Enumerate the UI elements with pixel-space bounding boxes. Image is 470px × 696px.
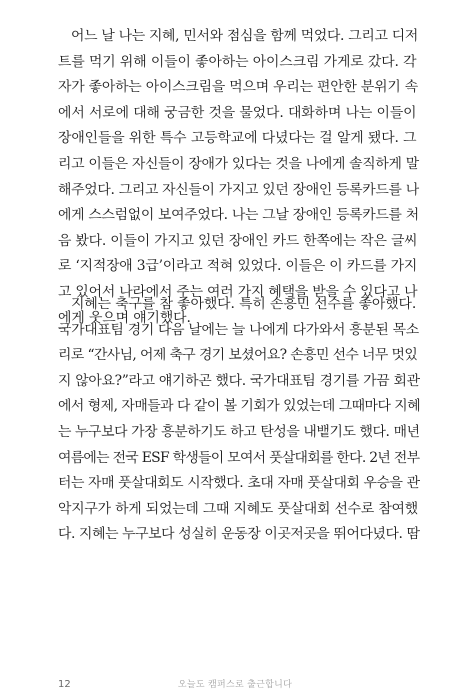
text-line: 는 누구보다 가장 흥분하기도 하고 탄성을 내뱉기도 했다. 매년 [58, 423, 420, 440]
text-line: 장애인들을 위한 특수 고등학교에 다녔다는 걸 알게 됐다. 그 [58, 130, 417, 147]
text-line: 해주었다. 그리고 자신들이 가지고 있던 장애인 등록카드를 나 [58, 181, 419, 198]
text-line: 에게 스스럼없이 보여주었다. 나는 그날 장애인 등록카드를 처 [58, 207, 419, 224]
text-line: 어느 날 나는 지혜, 민서와 점심을 함께 먹었다. 그리고 디저 [71, 28, 418, 44]
text-line: 음 봤다. 이들이 가지고 있던 장애인 카드 한쪽에는 작은 글씨 [58, 232, 418, 249]
text-line: 로 ‘지적장애 3급’이라고 적혀 있었다. 이들은 이 카드를 가지 [58, 258, 418, 275]
paragraph-1 [58, 24, 420, 331]
text-line: 여름에는 전국 ESF 학생들이 모여서 풋살대회를 한다. 2년 전부 [58, 449, 420, 466]
text-line: 리로 “간사님, 어제 축구 경기 보셨어요? 손흥민 선수 너무 멋있 [58, 347, 418, 364]
text-line: 악지구가 하게 되었는데 그때 지혜도 풋살대회 선수로 참여했 [58, 500, 418, 517]
text-line: 트를 먹기 위해 이들이 좋아하는 아이스크림 가게로 갔다. 각 [58, 53, 417, 70]
text-line: 다. 지혜는 누구보다 성실히 운동장 이곳저곳을 뛰어다녔다. 땀 [58, 526, 420, 543]
text-line: 에서 서로에 대해 궁금한 것을 물었다. 대화하며 나는 이들이 [58, 104, 417, 121]
text-line: 지 않아요?”라고 얘기하곤 했다. 국가대표팀 경기를 가끔 회관 [58, 372, 420, 389]
text-line: 리고 이들은 자신들이 장애가 있다는 것을 나에게 솔직하게 말 [58, 155, 419, 172]
running-title: 오늘도 캠퍼스로 출근합니다 [177, 680, 293, 690]
text-line: 터는 자매 풋살대회도 시작했다. 초대 자매 풋살대회 우승을 관 [58, 475, 420, 492]
page-footer [0, 678, 470, 692]
text-line: 고 있어서 나라에서 주는 여러 가지 혜택을 받을 수 있다고 나 [58, 283, 418, 300]
text-line: 국가대표팀 경기 다음 날에는 늘 나에게 다가와서 흥분된 목소 [58, 321, 419, 338]
text-line: 자가 좋아하는 아이스크림을 먹으며 우리는 편안한 분위기 속 [58, 79, 418, 96]
paragraph-2 [58, 292, 420, 548]
page-number: 12 [58, 679, 71, 690]
text-line: 에서 형제, 자매들과 다 같이 볼 기회가 있었는데 그때마다 지혜 [58, 398, 421, 415]
text-line: 에게 웃으며 얘기했다. [58, 309, 191, 326]
text-line: 지혜는 축구를 참 좋아했다. 특히 손흥민 선수를 좋아했다. [71, 296, 417, 312]
